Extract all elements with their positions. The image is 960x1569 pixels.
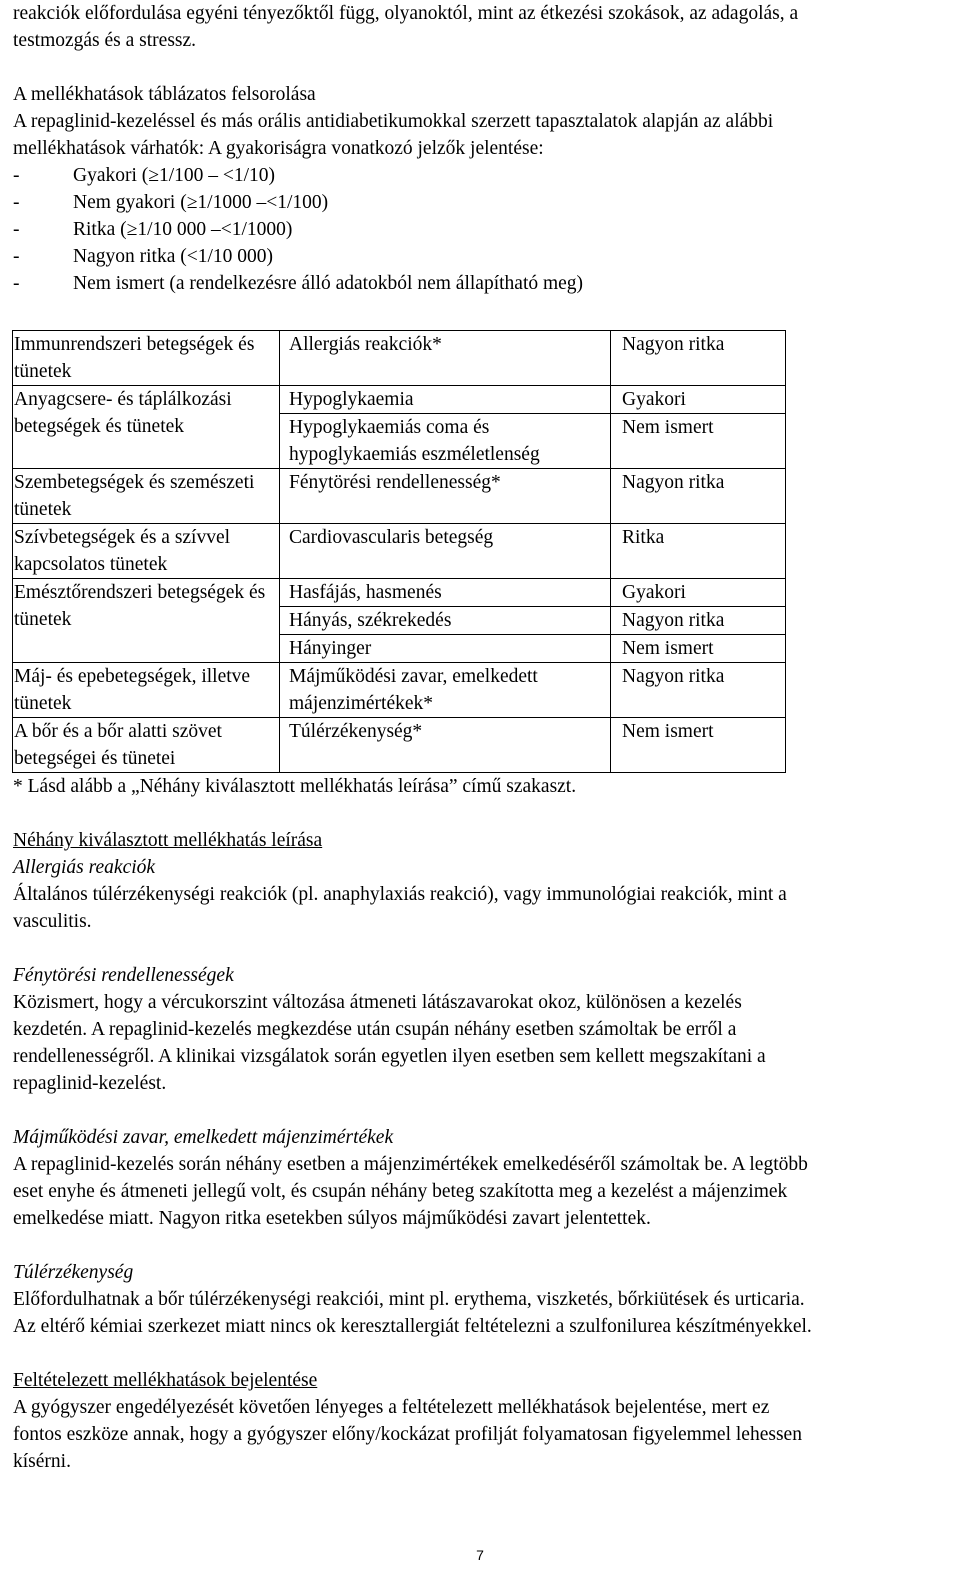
soc-cell: Immunrendszeri betegségek és tünetek	[13, 331, 280, 386]
frequency-cell: Nem ismert	[611, 635, 786, 663]
frequency-cell: Nem ismert	[611, 414, 786, 469]
selected-heading: Néhány kiválasztott mellékhatás leírása	[13, 830, 323, 851]
dash-marker: -	[13, 219, 20, 240]
allergy-title: Allergiás reakciók	[13, 857, 156, 878]
frequency-text: Nagyon ritka (<1/10 000)	[73, 246, 273, 267]
tabular-paragraph-line: mellékhatások várhatók: A gyakoriságra vonatkozó jelzők jelentése:	[13, 138, 544, 159]
table-row	[13, 579, 786, 607]
reaction-cell: Cardiovascularis betegség	[280, 524, 611, 579]
table-row	[13, 331, 786, 386]
reaction-cell: Hypoglykaemia	[280, 386, 611, 414]
frequency-cell: Gyakori	[611, 579, 786, 607]
table-row	[13, 663, 786, 718]
liver-line: A repaglinid-kezelés során néhány esetben a májenzimértékek emelkedéséről számoltak be. A legtöbb	[13, 1154, 808, 1175]
reaction-cell: Allergiás reakciók*	[280, 331, 611, 386]
refraction-line: kezdetén. A repaglinid-kezelés megkezdése után csupán néhány esetben számoltak be erről a	[13, 1019, 737, 1040]
refraction-title: Fénytörési rendellenességek	[13, 965, 234, 986]
reaction-cell: Hasfájás, hasmenés	[280, 579, 611, 607]
soc-cell: Szívbetegségek és a szívvel kapcsolatos tünetek	[13, 524, 280, 579]
frequency-cell: Ritka	[611, 524, 786, 579]
table-row	[13, 524, 786, 579]
hypersensitivity-title: Túlérzékenység	[13, 1262, 134, 1283]
soc-cell: Máj- és epebetegségek, illetve tünetek	[13, 663, 280, 718]
frequency-cell: Nagyon ritka	[611, 607, 786, 635]
reaction-cell: Fénytörési rendellenesség*	[280, 469, 611, 524]
reaction-cell: Hypoglykaemiás coma és hypoglykaemiás eszméletlenség	[280, 414, 611, 469]
refraction-line: Közismert, hogy a vércukorszint változása átmeneti látászavarokat okoz, különösen a kezelés	[13, 992, 742, 1013]
liver-line: eset enyhe és átmeneti jellegű volt, és csupán néhány beteg szakította meg a kezelést a májenzimek	[13, 1181, 788, 1202]
intro-line: reakciók előfordulása egyéni tényezőktől függ, olyanoktól, mint az étkezési szokások, az adagolás, a	[13, 3, 799, 24]
frequency-item	[13, 189, 953, 216]
table-footnote: * Lásd alább a „Néhány kiválasztott mellékhatás leírása” című szakaszt.	[13, 776, 577, 797]
liver-title: Májműködési zavar, emelkedett májenzimértékek	[13, 1127, 394, 1148]
dash-marker: -	[13, 192, 20, 213]
frequency-text: Gyakori (≥1/100 – <1/10)	[73, 165, 276, 186]
reaction-cell: Túlérzékenység*	[280, 718, 611, 773]
reaction-cell: Hányinger	[280, 635, 611, 663]
reporting-line: kísérni.	[13, 1451, 71, 1472]
dash-marker: -	[13, 165, 20, 186]
page-number: 7	[476, 1547, 484, 1563]
frequency-item	[13, 216, 953, 243]
allergy-line: vasculitis.	[13, 911, 92, 932]
frequency-text: Nem gyakori (≥1/1000 –<1/100)	[73, 192, 329, 213]
intro-line: testmozgás és a stressz.	[13, 30, 197, 51]
refraction-line: rendellenességről. A klinikai vizsgálatok során egyetlen ilyen esetben sem kellett megszakítani a	[13, 1046, 766, 1067]
hypersensitivity-line: Az eltérő kémiai szerkezet miatt nincs ok keresztallergiát feltételezni a szulfonilurea készítményekkel.	[13, 1316, 812, 1337]
frequency-item	[13, 270, 953, 297]
table-row	[13, 718, 786, 773]
frequency-item	[13, 243, 953, 270]
frequency-cell: Nem ismert	[611, 718, 786, 773]
frequency-cell: Nagyon ritka	[611, 469, 786, 524]
allergy-line: Általános túlérzékenységi reakciók (pl. anaphylaxiás reakció), vagy immunológiai reakciók, mint a	[13, 884, 787, 905]
frequency-cell: Nagyon ritka	[611, 331, 786, 386]
table-row	[13, 469, 786, 524]
dash-marker: -	[13, 273, 20, 294]
reporting-heading: Feltételezett mellékhatások bejelentése	[13, 1370, 318, 1391]
soc-cell: Szembetegségek és szemészeti tünetek	[13, 469, 280, 524]
dash-marker: -	[13, 246, 20, 267]
tabular-title: A mellékhatások táblázatos felsorolása	[13, 84, 316, 105]
soc-cell: Emésztőrendszeri betegségek és tünetek	[13, 579, 280, 663]
frequency-cell: Gyakori	[611, 386, 786, 414]
frequency-item	[13, 162, 953, 189]
liver-line: emelkedése miatt. Nagyon ritka esetekben súlyos májműködési zavart jelentettek.	[13, 1208, 651, 1229]
hypersensitivity-line: Előfordulhatnak a bőr túlérzékenységi reakciói, mint pl. erythema, viszketés, bőrkiütések és urticaria.	[13, 1289, 805, 1310]
soc-cell: Anyagcsere- és táplálkozási betegségek és tünetek	[13, 386, 280, 469]
side-effects-table	[12, 330, 786, 773]
reporting-line: A gyógyszer engedélyezését követően lényeges a feltételezett mellékhatások bejelentése, mert ez	[13, 1397, 770, 1418]
frequency-cell: Nagyon ritka	[611, 663, 786, 718]
table-row	[13, 386, 786, 414]
document-page	[13, 0, 953, 1475]
reaction-cell: Májműködési zavar, emelkedett májenzimértékek*	[280, 663, 611, 718]
refraction-line: repaglinid-kezelést.	[13, 1073, 167, 1094]
soc-cell: A bőr és a bőr alatti szövet betegségei és tünetei	[13, 718, 280, 773]
reporting-line: fontos eszköze annak, hogy a gyógyszer előny/kockázat profilját folyamatosan figyelemmel lehessen	[13, 1424, 802, 1445]
reaction-cell: Hányás, székrekedés	[280, 607, 611, 635]
tabular-paragraph-line: A repaglinid-kezeléssel és más orális antidiabetikumokkal szerzett tapasztalatok alapján az alábbi	[13, 111, 774, 132]
frequency-list	[13, 162, 953, 297]
frequency-text: Nem ismert (a rendelkezésre álló adatokból nem állapítható meg)	[73, 273, 584, 294]
frequency-text: Ritka (≥1/10 000 –<1/1000)	[73, 219, 293, 240]
